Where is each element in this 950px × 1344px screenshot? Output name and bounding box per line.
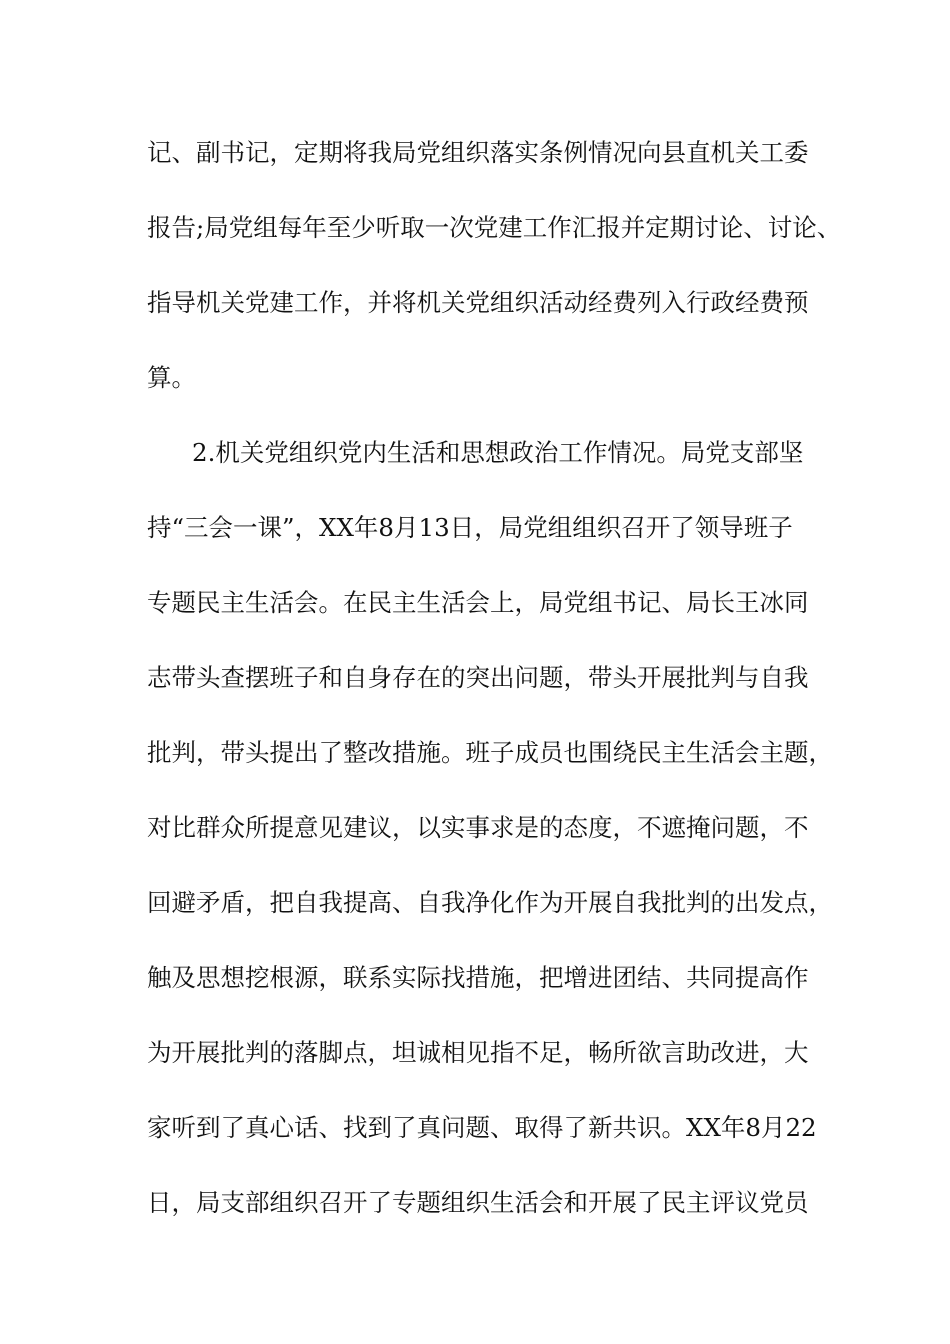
- text-line-1: 记、副书记，定期将我局党组织落实条例情况向县直机关工委: [147, 138, 809, 167]
- text-line-3: 指导机关党建工作，并将机关党组织活动经费列入行政经费预: [147, 288, 809, 317]
- text-line-15: 日，局支部组织召开了专题组织生活会和开展了民主评议党员: [147, 1188, 809, 1217]
- text-line-12: 触及思想挖根源，联系实际找措施，把增进团结、共同提高作: [147, 963, 809, 992]
- text-line-6: 持“三会一课”，XX年8月13日，局党组组织召开了领导班子: [147, 513, 793, 542]
- text-line-10: 对比群众所提意见建议，以实事求是的态度，不遮掩问题，不: [147, 813, 809, 842]
- text-line-13: 为开展批判的落脚点，坦诚相见指不足，畅所欲言助改进，大: [147, 1038, 809, 1067]
- text-line-14: 家听到了真心话、找到了真问题、取得了新共识。XX年8月22: [147, 1113, 817, 1142]
- text-line-11: 回避矛盾，把自我提高、自我净化作为开展自我批判的出发点，: [147, 888, 833, 917]
- text-line-8: 志带头查摆班子和自身存在的突出问题，带头开展批判与自我: [147, 663, 809, 692]
- text-line-2: 报告;局党组每年至少听取一次党建工作汇报并定期讨论、讨论、: [147, 213, 842, 242]
- paragraph-2-first-line: 2.机关党组织党内生活和思想政治工作情况。局党支部坚: [192, 438, 804, 467]
- text-line-4: 算。: [147, 363, 196, 392]
- text-line-7: 专题民主生活会。在民主生活会上，局党组书记、局长王冰同: [147, 588, 809, 617]
- text-line-9: 批判，带头提出了整改措施。班子成员也围绕民主生活会主题，: [147, 738, 833, 767]
